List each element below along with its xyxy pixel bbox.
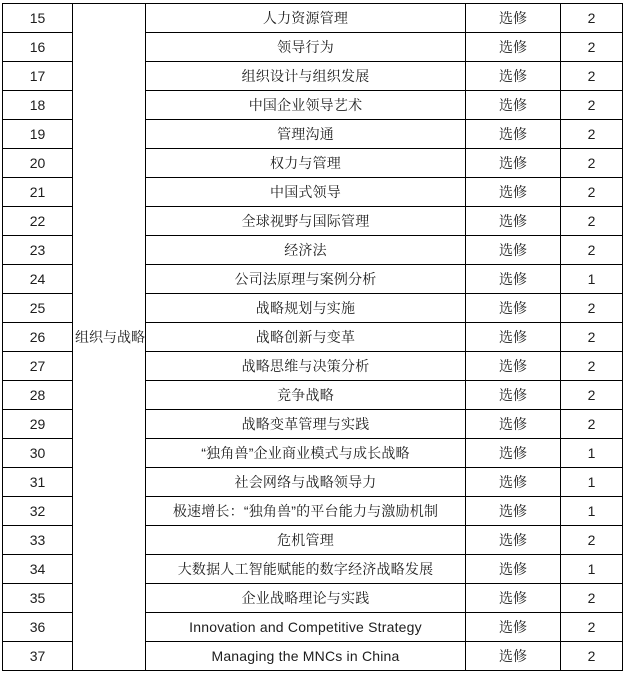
credits-cell: 2	[561, 4, 623, 33]
course-name-cell: Managing the MNCs in China	[146, 642, 466, 671]
course-type-cell: 选修	[466, 584, 561, 613]
course-name-cell: Innovation and Competitive Strategy	[146, 613, 466, 642]
row-number-cell: 30	[3, 439, 73, 468]
table-row	[3, 4, 623, 33]
row-number-cell: 27	[3, 352, 73, 381]
course-name-cell: 大数据人工智能赋能的数字经济战略发展	[146, 555, 466, 584]
course-type-cell: 选修	[466, 381, 561, 410]
credits-cell: 2	[561, 149, 623, 178]
course-type-cell: 选修	[466, 207, 561, 236]
row-number-cell: 37	[3, 642, 73, 671]
course-type-cell: 选修	[466, 642, 561, 671]
course-type-cell: 选修	[466, 526, 561, 555]
credits-cell: 2	[561, 642, 623, 671]
row-number-cell: 32	[3, 497, 73, 526]
credits-cell: 2	[561, 33, 623, 62]
credits-cell: 2	[561, 91, 623, 120]
course-type-cell: 选修	[466, 410, 561, 439]
course-name-cell: 权力与管理	[146, 149, 466, 178]
course-type-cell: 选修	[466, 4, 561, 33]
course-name-cell: 竞争战略	[146, 381, 466, 410]
course-name-cell: 中国企业领导艺术	[146, 91, 466, 120]
row-number-cell: 15	[3, 4, 73, 33]
course-type-cell: 选修	[466, 555, 561, 584]
course-type-cell: 选修	[466, 323, 561, 352]
course-name-cell: 领导行为	[146, 33, 466, 62]
course-name-cell: 战略创新与变革	[146, 323, 466, 352]
course-name-cell: 危机管理	[146, 526, 466, 555]
course-type-cell: 选修	[466, 91, 561, 120]
course-type-cell: 选修	[466, 439, 561, 468]
course-type-cell: 选修	[466, 236, 561, 265]
course-type-cell: 选修	[466, 149, 561, 178]
row-number-cell: 28	[3, 381, 73, 410]
course-type-cell: 选修	[466, 352, 561, 381]
row-number-cell: 21	[3, 178, 73, 207]
row-number-cell: 22	[3, 207, 73, 236]
credits-cell: 2	[561, 381, 623, 410]
course-type-cell: 选修	[466, 497, 561, 526]
course-table-body	[3, 4, 623, 671]
credits-cell: 2	[561, 584, 623, 613]
course-type-cell: 选修	[466, 62, 561, 91]
course-type-cell: 选修	[466, 33, 561, 62]
course-name-cell: 战略规划与实施	[146, 294, 466, 323]
row-number-cell: 16	[3, 33, 73, 62]
credits-cell: 2	[561, 613, 623, 642]
course-name-cell: 管理沟通	[146, 120, 466, 149]
row-number-cell: 23	[3, 236, 73, 265]
credits-cell: 1	[561, 555, 623, 584]
course-name-cell: 极速增长：“独角兽”的平台能力与激励机制	[146, 497, 466, 526]
row-number-cell: 36	[3, 613, 73, 642]
course-type-cell: 选修	[466, 468, 561, 497]
credits-cell: 1	[561, 468, 623, 497]
credits-cell: 1	[561, 497, 623, 526]
row-number-cell: 35	[3, 584, 73, 613]
row-number-cell: 19	[3, 120, 73, 149]
credits-cell: 2	[561, 526, 623, 555]
course-name-cell: 中国式领导	[146, 178, 466, 207]
row-number-cell: 33	[3, 526, 73, 555]
row-number-cell: 18	[3, 91, 73, 120]
course-name-cell: “独角兽”企业商业模式与成长战略	[146, 439, 466, 468]
course-name-cell: 人力资源管理	[146, 4, 466, 33]
course-name-cell: 经济法	[146, 236, 466, 265]
credits-cell: 2	[561, 352, 623, 381]
credits-cell: 2	[561, 120, 623, 149]
credits-cell: 2	[561, 323, 623, 352]
row-number-cell: 26	[3, 323, 73, 352]
row-number-cell: 24	[3, 265, 73, 294]
course-name-cell: 组织设计与组织发展	[146, 62, 466, 91]
row-number-cell: 17	[3, 62, 73, 91]
credits-cell: 2	[561, 294, 623, 323]
credits-cell: 2	[561, 236, 623, 265]
credits-cell: 2	[561, 178, 623, 207]
row-number-cell: 25	[3, 294, 73, 323]
course-name-cell: 公司法原理与案例分析	[146, 265, 466, 294]
course-type-cell: 选修	[466, 294, 561, 323]
course-type-cell: 选修	[466, 613, 561, 642]
credits-cell: 2	[561, 410, 623, 439]
course-type-cell: 选修	[466, 120, 561, 149]
credits-cell: 1	[561, 265, 623, 294]
course-type-cell: 选修	[466, 265, 561, 294]
category-cell: 组织与战略	[73, 4, 146, 671]
row-number-cell: 31	[3, 468, 73, 497]
row-number-cell: 20	[3, 149, 73, 178]
row-number-cell: 29	[3, 410, 73, 439]
course-table-page	[0, 3, 624, 687]
row-number-cell: 34	[3, 555, 73, 584]
course-type-cell: 选修	[466, 178, 561, 207]
course-name-cell: 全球视野与国际管理	[146, 207, 466, 236]
course-name-cell: 社会网络与战略领导力	[146, 468, 466, 497]
credits-cell: 2	[561, 62, 623, 91]
course-name-cell: 战略思维与决策分析	[146, 352, 466, 381]
course-name-cell: 企业战略理论与实践	[146, 584, 466, 613]
course-name-cell: 战略变革管理与实践	[146, 410, 466, 439]
course-table	[2, 3, 623, 671]
credits-cell: 1	[561, 439, 623, 468]
credits-cell: 2	[561, 207, 623, 236]
